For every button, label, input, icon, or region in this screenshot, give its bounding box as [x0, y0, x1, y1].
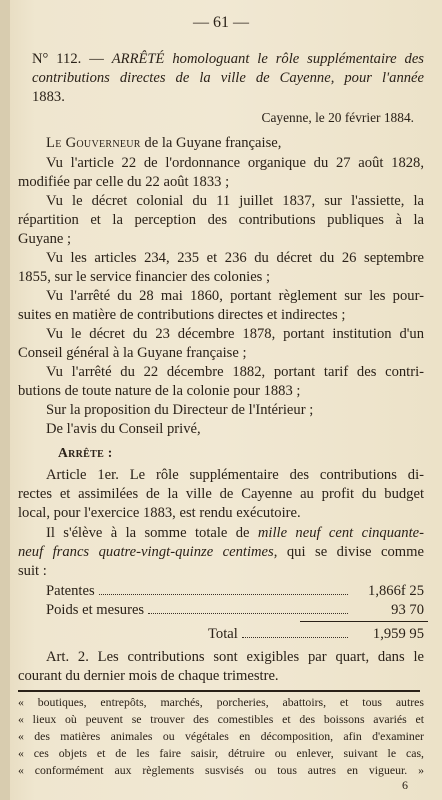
visa-line: De l'avis du Conseil privé, [46, 421, 201, 437]
breakdown-value: 1,866f 25 [368, 583, 424, 599]
visa-line: Vu l'arrêté du 28 mai 1860, portant règlement sur les pour- [46, 288, 424, 304]
leader-dots [99, 593, 348, 595]
sum-line-2: neuf francs quatre-vingt-quinze centimes, qui se divise comme [18, 544, 424, 560]
footnote-line: « conformément aux règlements susvisés ou tous autres en vigueur. » [18, 763, 424, 777]
visa-line: modifiée par celle du 22 août 1833 ; [18, 174, 230, 190]
visa-line: Vu le décret du 23 décembre 1878, portant institution d'un [46, 326, 424, 342]
visa-line: Vu les articles 234, 235 et 236 du décret du 26 septembre [46, 250, 424, 266]
article-1-line: Article 1er. Le rôle supplémentaire des contributions di- [46, 467, 424, 483]
total-row [208, 625, 424, 644]
separator-rule [18, 690, 420, 692]
sum-line-3: suit : [18, 563, 47, 579]
total-label: Total [208, 626, 238, 642]
total-rule [300, 621, 428, 622]
binding-shadow [0, 0, 10, 800]
heading-line-3: 1883. [32, 89, 65, 105]
footnote-line: « des matières animales ou végétales en décomposition, afin d'examiner [18, 729, 424, 743]
footnote-line: « lieux où peuvent se trouver des comestibles et des boissons avariés et [18, 712, 424, 726]
footnote-line: « ces objets et de les faire saisir, détruire ou enlever, suivant le cas, [18, 746, 424, 760]
sum-line-1: Il s'élève à la somme totale de mille neuf cent cinquante- [46, 525, 424, 541]
visa-line: Vu l'arrêté du 22 décembre 1882, portant tarif des contri- [46, 364, 424, 380]
visa-line: Vu le décret colonial du 11 juillet 1837, sur l'assiette, la [46, 193, 424, 209]
dateline: Cayenne, le 20 février 1884. [261, 110, 414, 125]
arrete-label: Arrête : [58, 445, 113, 460]
visa-line: répartition et la perception des contributions publiques à la [18, 212, 424, 228]
governor-line: Le Gouverneur de la Guyane française, [46, 135, 282, 151]
visa-line: suites en matière de contributions directes et indirectes ; [18, 307, 346, 323]
article-1-line: rectes et assimilées de la ville de Cayenne au profit du budget [18, 486, 424, 502]
article-1-line: local, pour l'exercice 1883, est rendu exécutoire. [18, 505, 301, 521]
page-number: — 61 — [193, 14, 249, 31]
article-2-line: Art. 2. Les contributions sont exigibles par quart, dans le [46, 649, 424, 665]
visa-line: Conseil général à la Guyane française ; [18, 345, 247, 361]
breakdown-value: 93 70 [391, 602, 424, 618]
signature-mark: 6 [402, 778, 408, 792]
visa-line: Vu l'article 22 de l'ordonnance organique du 27 août 1828, [46, 155, 424, 171]
arrete-word: ARRÊTÉ [111, 51, 165, 67]
visa-line: Guyane ; [18, 231, 72, 247]
total-value: 1,959 95 [372, 626, 424, 642]
heading-line-2: contributions directes de la ville de Cayenne, pour l'année [32, 70, 424, 86]
breakdown-row-poids [18, 601, 424, 620]
leader-dots [148, 612, 348, 614]
breakdown-row-patentes [18, 582, 424, 601]
leader-dots [242, 636, 348, 638]
visa-line: 1855, sur le service financier des colonies ; [18, 269, 271, 285]
footnote-line: « boutiques, entrepôts, marchés, porcheries, abattoirs, et tous autres [18, 695, 424, 709]
visa-line: Sur la proposition du Directeur de l'Intérieur ; [46, 402, 314, 418]
visa-line: butions de toute nature de la colonie pour 1883 ; [18, 383, 301, 399]
breakdown-label: Poids et mesures [46, 602, 145, 618]
heading-line-1: N° 112. — ARRÊTÉ homologuant le rôle supplémentaire des [32, 51, 424, 67]
article-2-line: courant du dernier mois de chaque trimestre. [18, 668, 279, 684]
breakdown-label: Patentes [46, 583, 95, 599]
